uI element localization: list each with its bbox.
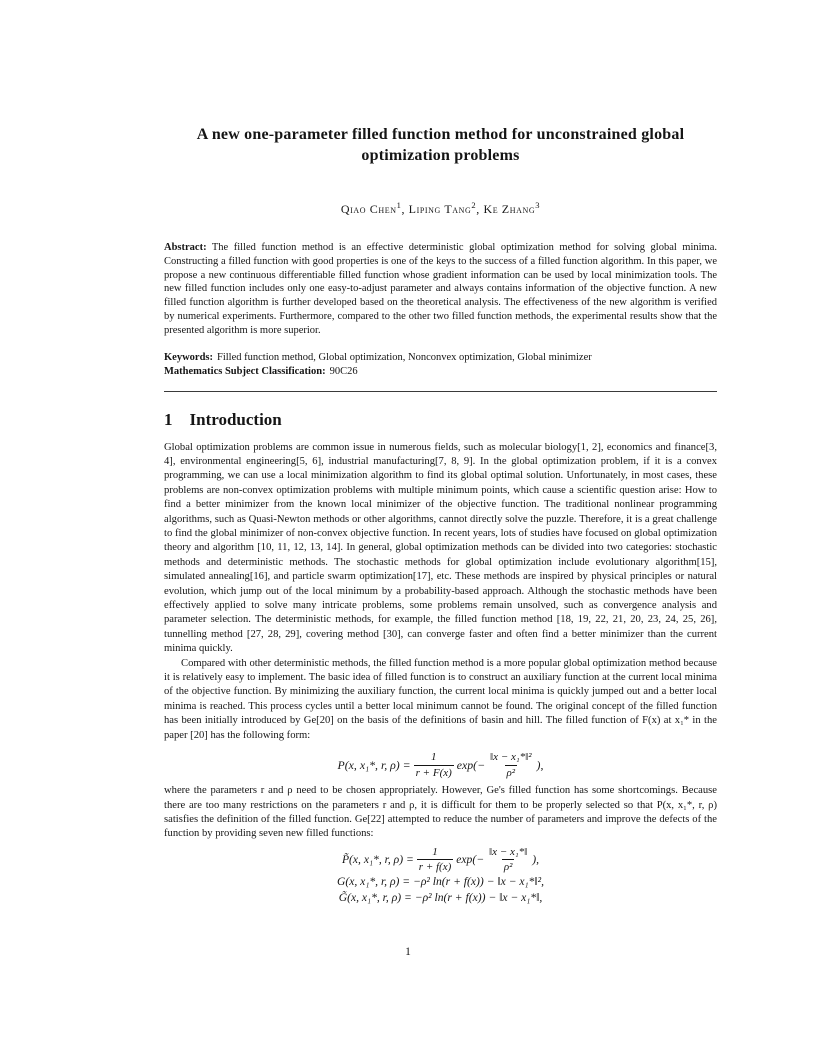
msc-value: 90C26 <box>329 366 358 378</box>
section-heading-introduction <box>164 410 717 430</box>
divider-rule <box>164 391 717 392</box>
eq2-exp-operator: exp(− <box>456 852 485 866</box>
text-column <box>164 0 717 906</box>
eq2-fraction-exponent: $\frac{\text{‖x − x₁*‖}}{\text{ρ²}}$ <box>489 845 528 874</box>
author-affiliation-mark: 1 <box>396 200 402 210</box>
author: Ke Zhang$^3$ <box>483 200 541 216</box>
eq2-lhs: P̃(x, x₁*, r, ρ) = <box>341 852 414 866</box>
section-title: Introduction <box>189 409 282 429</box>
equation-g-tilde: G̃(x, x₁*, r, ρ) = −ρ² ln(r + f(x)) − ‖x − x₁*‖, <box>338 890 543 904</box>
author: Qiao Chen$^1$, <box>340 200 409 216</box>
paper-title: A new one-parameter filled function method for unconstrained global optimization problems <box>196 126 685 164</box>
abstract-label: Abstract: <box>164 242 207 253</box>
keywords-line <box>164 351 717 366</box>
keywords-label: Keywords: <box>164 351 213 363</box>
eq1-exp-operator: exp(− <box>456 757 486 772</box>
msc-line <box>164 365 717 380</box>
authors-line <box>164 200 717 217</box>
equation-g: G(x, x₁*, r, ρ) = −ρ² ln(r + f(x)) − ‖x − x₁*‖², <box>337 874 544 888</box>
author-affiliation-mark: 3 <box>535 200 541 210</box>
msc-label: Mathematics Subject Classification: <box>164 366 326 378</box>
intro-paragraph-2: Compared with other deterministic methods, the filled function method is a more popular global optimization method because it is relatively easy to implement. The basic idea of filled function is to construct an auxiliary function at the current local minima of the objective function. By minimizing the auxiliary function, the current local minima is quickly jumped out and a better local minima is reached. This process cycles until a better local minimum cannot be found. The original concept of the filled function has been initially introduced by Ge[20] on the basis of the definitions of basin and hill. The filled function of F(x) at x₁* in the paper [20] has the following form: <box>164 657 717 741</box>
equation-p-tilde <box>342 846 539 874</box>
intro-paragraph-1: Global optimization problems are common issue in numerous fields, such as molecular biology[1, 2], economics and finance[3, 4], environmental engineering[5, 6], industrial manufacturing[7, 8, 9]. In the global optimization problem, if it is a convex programming, we can use a local minimization algorithm to find its global optimal solution. Unfortunately, in most cases, these problems are non-convex optimization problems with multiple minimum points, which cause a scientific question arise: How to find a better minimizer from the known local minimizer of the objective function. The traditional nonlinear programming algorithms, such as Quasi-Newton methods or other algorithms, cannot directly solve the puzzle. Therefore, it is a great challenge to find the global minimizer of non-convex objective function. In recent years, lots of studies have focused on global optimization theory and algorithm [10, 11, 12, 13, 14]. In general, global optimization methods can be divided into two categories: stochastic methods and deterministic methods. The stochastic methods for global optimization include evolutionary algorithm[15], simulated annealing[16], and particle swarm optimization[17], etc. These methods are inspired by physical principles or natural evolution, which jump out of the local minimum by a probability-based approach. Although the stochastic methods have been effectively applied to solve many intricate problems, some problems remain unsolved, such as convergence analysis and parameter selection. The deterministic methods, for example, the filled function method [18, 19, 22, 21, 20, 23, 24, 25, 26], tunnelling method [27, 28, 29], covering method [30], can converge faster and often find a better minimizer than the current minima quickly. <box>164 441 717 655</box>
author: Liping Tang$^2$, <box>408 200 484 216</box>
abstract-paragraph <box>164 241 717 338</box>
page-number: 1 <box>405 946 411 958</box>
eq1-end: ), <box>536 757 544 772</box>
section-number: 1 <box>164 409 173 429</box>
equation-group-seven-filled-functions <box>164 846 717 906</box>
intro-paragraph-3: where the parameters r and ρ need to be chosen appropriately. However, Ge's filled function has some shortcomings. Because there are too many restrictions on the parameters r and ρ, it is difficult for them to be properly selected so that P(x, x₁*, r, ρ) satisfies the definition of the filled function. Ge[22] attempted to reduce the number of parameters and improve the defects of the function by providing seven new filled functions: <box>164 785 717 840</box>
equation-ge-filled-function <box>164 751 717 779</box>
eq2-fraction-coefficient: $\frac{1}{r + f(x)}$ <box>418 845 452 874</box>
eq1-fraction-coefficient: $\frac{1}{r + F(x)}$ <box>415 751 452 779</box>
eq2-end: ), <box>532 852 540 866</box>
eq1-fraction-exponent: $\frac{\text{‖x − x₁*‖²}}{\text{ρ²}}$ <box>490 751 532 779</box>
author-affiliation-mark: 2 <box>471 200 477 210</box>
keywords-text: Filled function method, Global optimization, Nonconvex optimization, Global minimizer <box>217 351 592 363</box>
abstract-text: The filled function method is an effective deterministic global optimization method for solving global minima. Constructing a filled function with good properties is one of the keys to the success of a filled function algorithm. In this paper, we propose a new continuous differentiable filled function whose gradient information can be used by local minimization tools. The new filled function includes only one easy-to-adjust parameter and always contains information of the objective function. A new filled function algorithm is further developed based on the theoretical analysis. The effectiveness of the new algorithm is verified by numerical experiments. Furthermore, compared to the other two filled function methods, the experimental results show that the presented algorithm is more superior. <box>164 242 717 336</box>
keywords-block <box>164 351 717 380</box>
eq1-lhs: P(x, x₁*, r, ρ) = <box>337 757 411 772</box>
